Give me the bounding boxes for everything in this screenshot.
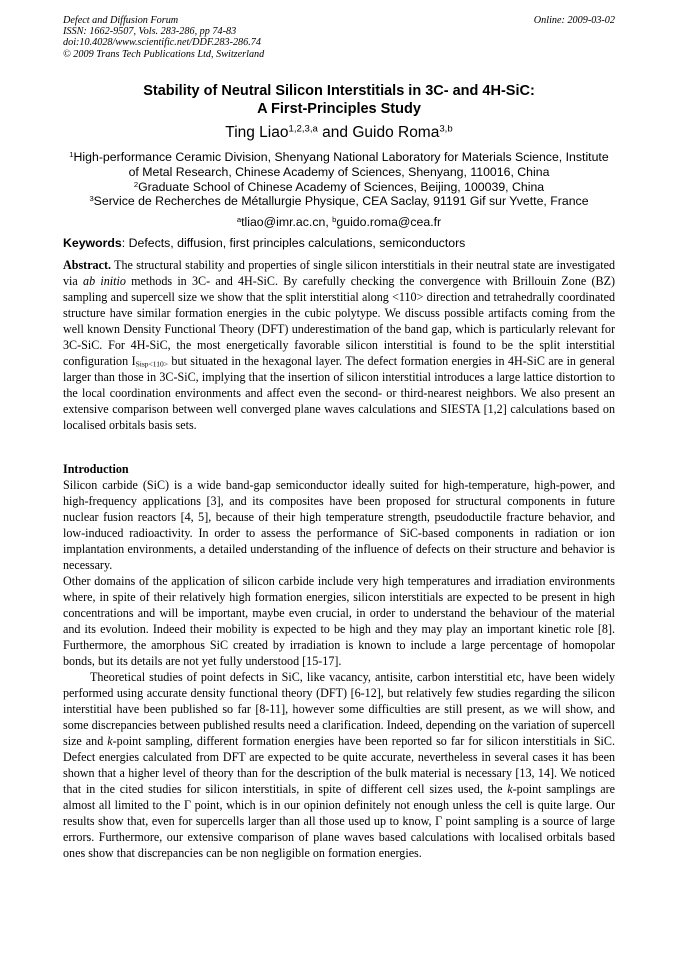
abstract-italic-term: ab initio bbox=[83, 274, 126, 288]
affiliation-1-line-1: High-performance Ceramic Division, Shenyang National Laboratory for Materials Science, Institute bbox=[73, 150, 609, 164]
online-date: Online: 2009-03-02 bbox=[533, 15, 615, 26]
author-1-name: Ting Liao bbox=[225, 124, 289, 141]
intro-p3-text-3: -point samplings are almost all limited to the Γ point, which is in our opinion definitely not enough unless the cell is quite large. Our results show that, even for supercells larger than all those used up to know, Γ point sampling is a source of large errors. Furthermore, our extensive comparison of plane waves based calculations with localised orbitals based ones show that discrepancies can be non negligible on formation energies. bbox=[63, 782, 615, 860]
title-line-2: A First-Principles Study bbox=[257, 100, 421, 117]
introduction-paragraph-3 bbox=[63, 669, 615, 861]
affiliation-3-number: 3 bbox=[89, 194, 94, 204]
abstract-paragraph bbox=[63, 257, 615, 433]
email-a-mark: a bbox=[236, 214, 242, 224]
affiliation-2-text: Graduate School of Chinese Academy of Sciences, Beijing, 100039, China bbox=[138, 179, 545, 194]
introduction-heading: Introduction bbox=[63, 462, 129, 476]
affiliation-1-line-2: of Metal Research, Chinese Academy of Sciences, Shenyang, 110016, China bbox=[128, 164, 550, 179]
author-emails bbox=[63, 215, 615, 230]
introduction-paragraph-2: Other domains of the application of silicon carbide include very high temperatures and irradiation environments where, in spite of their relatively high formation energies, silicon interstitials are expected to be present in high concentrations and will be important, maybe even crucial, in order to understand the behaviour of the material and its evolution. Indeed their mobility is expected to be high and they may play an important kinetic role [8]. Furthermore, the amorphous SiC created by irradiation is known to include a large percentage of homopolar bonds, but its details are not yet fully understood [15-17]. bbox=[63, 574, 615, 668]
intro-p3-text-1: Theoretical studies of point defects in SiC, like vacancy, antisite, carbon interstitial etc, have been widely performed using accurate density functional theory (DFT) [6-12], but relatively few studies regarding the silicon interstitial have been published so far [8-11], however some difficulties are still present, as we will show, and some discrepancies between published results need a clarification. Indeed, depending on the variation of supercell size and bbox=[63, 670, 615, 748]
journal-name: Defect and Diffusion Forum bbox=[63, 15, 179, 26]
abstract-label: Abstract. bbox=[63, 258, 112, 272]
affiliation-3 bbox=[63, 194, 615, 209]
author-list bbox=[63, 124, 615, 142]
keywords-label: Keywords bbox=[63, 236, 122, 250]
keywords-text: : Defects, diffusion, first principles calculations, semiconductors bbox=[121, 236, 466, 250]
author-separator: and bbox=[317, 124, 353, 141]
email-a: tliao@imr.ac.cn, bbox=[241, 215, 333, 229]
author-2-affil-marks: 3,b bbox=[439, 123, 453, 135]
journal-header bbox=[63, 15, 615, 60]
abstract-subscript: Sisp<110> bbox=[135, 359, 168, 369]
keywords bbox=[63, 236, 615, 251]
abstract-text-2: methods in 3C- and 4H-SiC. By carefully checking the convergence with Brillouin Zone (BZ) sampling and supercell size we show that the split interstitial along <110> direction and tetrahedrally coordinated structure have similar formation energies in the cubic polytype. We discuss possible artifacts coming from the well known Density Functional Theory (DFT) underestimation of the band gap, which is particularly relevant for 3C-SiC. For 4H-SiC, the most energetically favorable silicon interstitial is found to be the split interstitial configuration I bbox=[63, 274, 615, 368]
abstract bbox=[63, 257, 615, 433]
abstract-text-1: The structural stability and properties of single silicon interstitials in their neutral state are investigated via bbox=[63, 258, 615, 288]
doi-line: doi:10.4028/www.scientific.net/DDF.283-286.74 bbox=[63, 37, 261, 49]
introduction-paragraph-1: Silicon carbide (SiC) is a wide band-gap semiconductor ideally suited for high-temperature, high-power, and high-frequency applications [3], and its composites have been proposed for structural components in future nuclear fusion reactors [4, 5], because of their high temperature strength, pseudoductile fracture behavior, and low-induced radioactivity. In order to assess the performance of SiC-based components in radiation or ion implantation environments, a detailed understanding of the influence of defects on their structure and behavior is necessary. bbox=[63, 478, 615, 572]
affiliations bbox=[63, 150, 615, 209]
abstract-text-3: but situated in the hexagonal layer. The defect formation energies in 4H-SiC are in general larger than those in 3C-SiC, implying that the insertion of silicon interstitial introduces a large lattice distortion to the local coordination environments and affect even the second- or third-nearest neighbors. We also present an extensive comparison between well converged plane waves calculations and SIESTA [1,2] calculations based on localised orbitals basis sets. bbox=[63, 354, 615, 432]
introduction-section bbox=[63, 461, 615, 861]
affiliation-3-text: Service de Recherches de Métallurgie Physique, CEA Saclay, 91191 Gif sur Yvette, France bbox=[93, 194, 589, 209]
affiliation-1 bbox=[63, 150, 615, 165]
affiliation-2 bbox=[63, 180, 615, 195]
copyright-line: © 2009 Trans Tech Publications Ltd, Switzerland bbox=[63, 48, 265, 60]
issn-line: ISSN: 1662-9507, Vols. 283-286, pp 74-83 bbox=[63, 26, 237, 38]
affiliation-2-number: 2 bbox=[133, 179, 139, 189]
paper-title bbox=[63, 83, 615, 118]
author-2-name: Guido Roma bbox=[352, 124, 440, 141]
email-b-mark: b bbox=[332, 214, 337, 224]
intro-p3-text-2: -point sampling, different formation energies have been reported so far for silicon interstitials in SiC. Defect energies calculated from DFT are expected to be quite accurate, nevertheless in several cases it has been shown that a higher level of theory than for the description of the bulk material is necessary [13, 14]. We noticed that in the cited studies for silicon interstitials, in spite of different cell sizes used, the bbox=[63, 734, 615, 796]
intro-p3-k-2: k bbox=[507, 782, 513, 796]
title-line-1: Stability of Neutral Silicon Interstitials in 3C- and 4H-SiC: bbox=[143, 83, 535, 99]
author-1-affil-marks: 1,2,3,a bbox=[288, 123, 318, 135]
affiliation-1-number: 1 bbox=[69, 149, 74, 159]
intro-p3-k-1: k bbox=[107, 734, 113, 748]
email-b: guido.roma@cea.fr bbox=[336, 215, 442, 229]
